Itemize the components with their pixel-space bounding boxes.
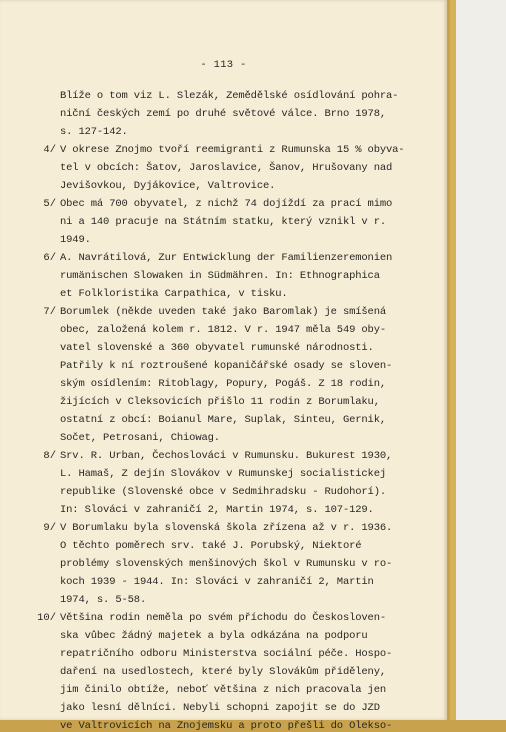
footnote-number: 8/ bbox=[43, 450, 56, 462]
footnote-line: tel v obcích: Šatov, Jaroslavice, Šanov, Hrušovany nad bbox=[60, 162, 393, 174]
footnote-line: obec, založená kolem r. 1812. V r. 1947 měla 549 oby- bbox=[60, 324, 387, 336]
footnote-line: 1949. bbox=[60, 234, 91, 246]
footnote-line: repatričního odboru Ministerstva sociální péče. Hospo- bbox=[60, 648, 393, 660]
footnote-line: 1974, s. 5-58. bbox=[60, 594, 147, 606]
footnote-line: In: Slováci v zahraničí 2, Martin 1974, s. 107-129. bbox=[60, 504, 374, 516]
page-number: - 113 - bbox=[200, 59, 247, 71]
footnote-number: 5/ bbox=[43, 198, 56, 210]
footnote-line: Jevišovkou, Dyjákovice, Valtrovice. bbox=[60, 180, 276, 192]
footnote-line: Patřily k ní roztroušené kopaničářské osady se sloven- bbox=[60, 360, 393, 372]
footnote-line: A. Navrátilová, Zur Entwicklung der Familienzeremonien bbox=[60, 252, 393, 264]
footnote-line: O těchto poměrech srv. také J. Porubský, Niektoré bbox=[60, 540, 362, 552]
footnote-number: 9/ bbox=[43, 522, 56, 534]
footnote-line: jim činilo obtíže, neboť většina z nich pracovala jen bbox=[60, 684, 387, 696]
footnote-line: Borumlek (někde uveden také jako Baromlak) je smíšená bbox=[60, 306, 387, 318]
footnote-line: daření na usedlostech, které byly Slovákům přiděleny, bbox=[60, 666, 387, 678]
footnote-line: ni a 140 pracuje na Státním statku, který vznikl v r. bbox=[60, 216, 387, 228]
footnote-line: V Borumlaku byla slovenská škola zřízena až v r. 1936. bbox=[60, 522, 393, 534]
footnote-line: Blíže o tom viz L. Slezák, Zemědělské osídlování pohra- bbox=[60, 90, 399, 102]
footnote-line: niční českých zemí po druhé světové válce. Brno 1978, bbox=[60, 108, 387, 120]
footnote-line: ve Valtrovicích na Znojemsku a proto přešli do Olekso- bbox=[60, 720, 393, 732]
footnote-line: jako lesní dělníci. Nebyli schopni zapojit se do JZD bbox=[60, 702, 380, 714]
footnote-line: žijících v Cleksovicích přišlo 11 rodin z Borumlaku, bbox=[60, 396, 380, 408]
footnote-number: 6/ bbox=[43, 252, 56, 264]
footnote-line: L. Hamaš, Z dejín Slovákov v Rumunskej socialistickej bbox=[60, 468, 387, 480]
scan-background-right bbox=[450, 0, 506, 720]
footnote-line: Obec má 700 obyvatel, z nichž 74 dojíždí za prací mimo bbox=[60, 198, 393, 210]
footnote-number: 4/ bbox=[43, 144, 56, 156]
footnote-line: Srv. R. Urban, Čechoslováci v Rumunsku. Bukurest 1930, bbox=[60, 450, 393, 462]
footnote-line: Většina rodin neměla po svém příchodu do Českosloven- bbox=[60, 612, 387, 624]
footnote-line: ostatní z obcí: Boianul Mare, Suplak, Sinteu, Gernik, bbox=[60, 414, 387, 426]
footnote-number: 10/ bbox=[37, 612, 56, 624]
footnote-line: et Folkloristika Carpathica, v tisku. bbox=[60, 288, 288, 300]
footnote-line: koch 1939 - 1944. In: Slováci v zahraničí 2, Martin bbox=[60, 576, 374, 588]
footnote-line: Sočet, Petrosani, Chiowag. bbox=[60, 432, 220, 444]
footnote-line: s. 127-142. bbox=[60, 126, 128, 138]
footnote-line: republike (Slovenské obce v Sedmihradsku - Rudohorí). bbox=[60, 486, 387, 498]
footnote-number: 7/ bbox=[43, 306, 56, 318]
footnote-line: vatel slovenské a 360 obyvatel rumunské národnosti. bbox=[60, 342, 374, 354]
footnote-line: V okrese Znojmo tvoří reemigranti z Rumunska 15 % obyva- bbox=[60, 144, 405, 156]
footnote-line: problémy slovenských menšinových škol v Rumunsku v ro- bbox=[60, 558, 393, 570]
footnote-line: ským osídlením: Ritoblagy, Popury, Pogáš. Z 18 rodin, bbox=[60, 378, 387, 390]
footnote-line: ska vůbec žádný majetek a byla odkázána na podporu bbox=[60, 630, 368, 642]
footnote-line: rumänischen Slowaken in Südmähren. In: Ethnographica bbox=[60, 270, 380, 282]
